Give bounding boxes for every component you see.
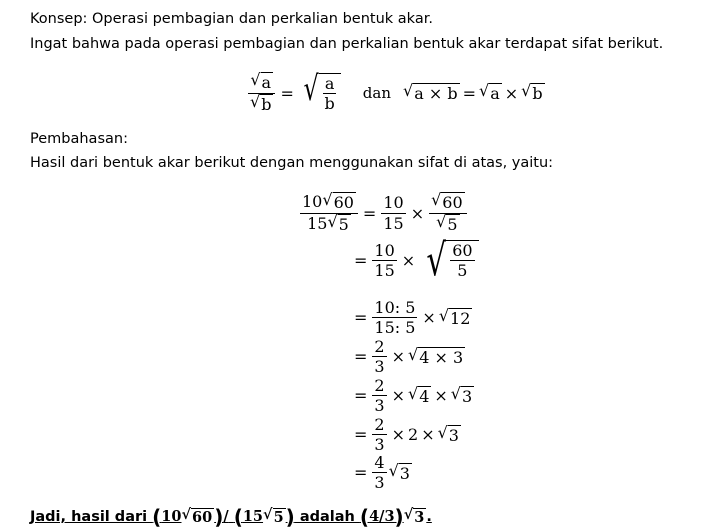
sqrt-a-times-b: √ a × b — [403, 81, 458, 103]
sqrt-a: √ a — [479, 81, 500, 103]
step-1: 10 √ 60 15 √ 5 = $\frac{10}{15}$ × √ 60 √ 5 — [298, 192, 469, 234]
step-7: = $\frac{4}{3}$ √ 3 — [354, 453, 410, 493]
equals-sign: = — [280, 83, 294, 103]
property-formula: √ a √ b = √ $\frac{a}{b}$ dan √ a × b = √ a × √ b — [250, 68, 543, 114]
conclusion: Jadi, hasil dari (10 √ 60 )/ (15 √ 5 ) adalah (4/3) √ 3 . — [30, 505, 432, 529]
discussion-heading: Pembahasan: — [30, 131, 128, 147]
step-4: = $\frac{2}{3}$ × √ 4 × 3 — [354, 337, 464, 377]
discussion-line: Hasil dari bentuk akar berikut dengan menggunakan sifat di atas, yaitu: — [30, 155, 554, 171]
dan-word: dan — [362, 84, 391, 103]
step-5: = $\frac{2}{3}$ × √ 4 × √ 3 — [354, 376, 473, 416]
original-expression: 10 √ 60 15 √ 5 — [300, 192, 358, 234]
sqrt-b: √ b — [521, 81, 543, 103]
step-2: = $\frac{10}{15}$ × √ $\frac{60}{5}$ — [351, 240, 479, 282]
concept-line: Konsep: Operasi pembagian dan perkalian bentuk akar. — [30, 11, 433, 27]
sqrt-a-over-b: √ $\frac{a}{b}$ — [297, 73, 341, 113]
property-intro-line: Ingat bahwa pada operasi pembagian dan perkalian bentuk akar terdapat sifat berikut. — [30, 36, 664, 52]
step-6: = $\frac{2}{3}$ × 2 × √ 3 — [354, 415, 459, 455]
frac-sqrt-a-over-sqrt-b: √ a √ b — [248, 72, 275, 114]
step-3: = $\frac{10: 5}{15: 5}$ × √ 12 — [354, 298, 471, 338]
